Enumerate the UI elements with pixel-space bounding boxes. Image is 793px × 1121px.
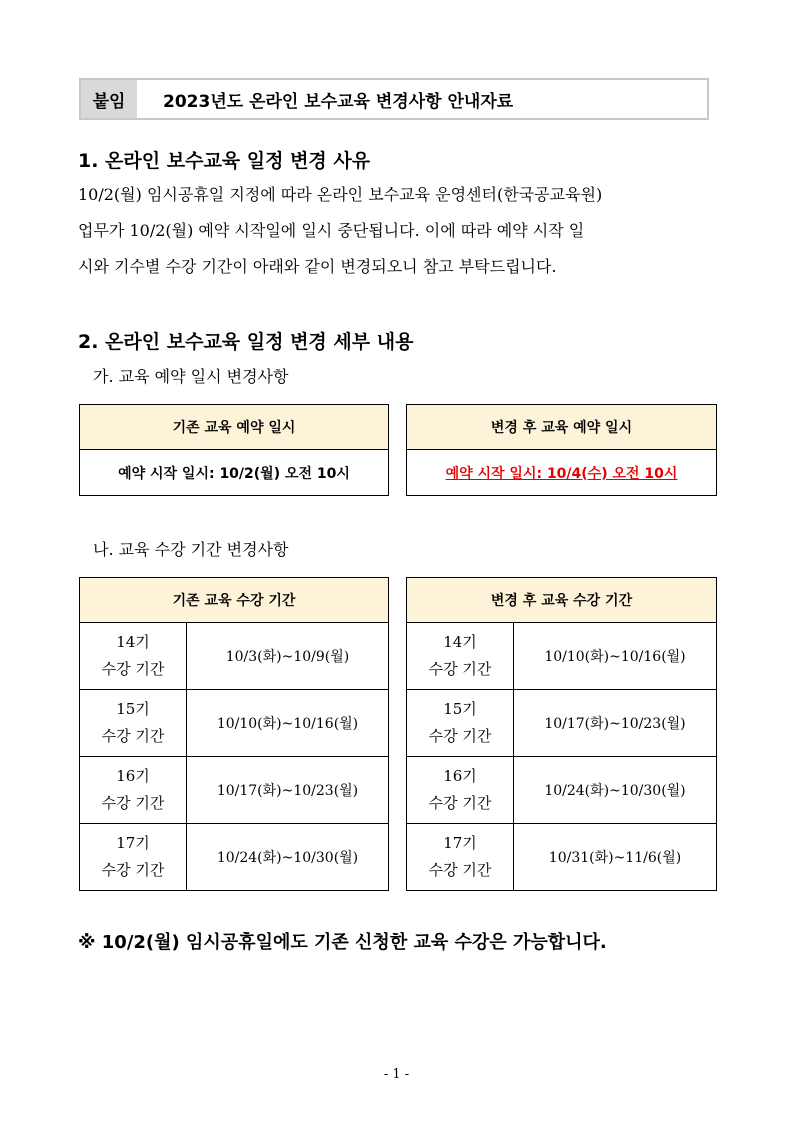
table-row	[407, 690, 717, 757]
document-title: 2023년도 온라인 보수교육 변경사항 안내자료	[163, 91, 514, 112]
period-label: 수강 기간	[101, 727, 165, 745]
date-range: 10/31(화)~11/6(월)	[514, 824, 717, 891]
reservation-before-header: 기존 교육 예약 일시	[80, 405, 389, 450]
date-range: 10/24(화)~10/30(월)	[514, 757, 717, 824]
reservation-after-header: 변경 후 교육 예약 일시	[407, 405, 717, 450]
reservation-after-table	[406, 404, 717, 496]
period-label: 수강 기간	[101, 660, 165, 678]
period-label: 수강 기간	[101, 861, 165, 879]
date-range: 10/3(화)~10/9(월)	[187, 623, 389, 690]
reservation-after-value	[407, 450, 717, 496]
term-cell	[80, 824, 187, 891]
term-cell	[407, 690, 514, 757]
periods-after-table	[406, 577, 717, 891]
date-range: 10/17(화)~10/23(월)	[187, 757, 389, 824]
period-label: 수강 기간	[428, 660, 492, 678]
date-range: 10/10(화)~10/16(월)	[187, 690, 389, 757]
section2-title: 2. 온라인 보수교육 일정 변경 세부 내용	[78, 331, 414, 353]
reservation-before-table	[79, 404, 389, 496]
reservation-before-value: 예약 시작 일시: 10/2(월) 오전 10시	[80, 450, 389, 496]
periods-before-header: 기존 교육 수강 기간	[80, 578, 389, 623]
term-cell	[407, 623, 514, 690]
table-row	[80, 824, 389, 891]
table-row	[80, 690, 389, 757]
attachment-tag: 붙임	[81, 80, 137, 118]
term-cell	[80, 623, 187, 690]
term-label: 15기	[116, 700, 150, 718]
periods-before-table	[79, 577, 389, 891]
table-row	[407, 824, 717, 891]
section1-title: 1. 온라인 보수교육 일정 변경 사유	[78, 150, 371, 172]
date-range: 10/10(화)~10/16(월)	[514, 623, 717, 690]
section1-paragraph	[78, 177, 718, 285]
section1-line: 업무가 10/2(월) 예약 시작일에 일시 중단됩니다. 이에 따라 예약 시작 일	[78, 221, 585, 240]
table-row	[80, 623, 389, 690]
term-label: 17기	[443, 834, 477, 852]
reservation-after-text: 예약 시작 일시: 10/4(수) 오전 10시	[445, 465, 678, 482]
date-range: 10/17(화)~10/23(월)	[514, 690, 717, 757]
term-label: 16기	[443, 767, 477, 785]
table-row	[407, 623, 717, 690]
period-label: 수강 기간	[428, 727, 492, 745]
section1-line: 10/2(월) 임시공휴일 지정에 따라 온라인 보수교육 운영센터(한국공교육원)	[78, 185, 603, 204]
term-label: 17기	[116, 834, 150, 852]
table-row	[407, 757, 717, 824]
period-label: 수강 기간	[428, 861, 492, 879]
term-label: 15기	[443, 700, 477, 718]
periods-after-header: 변경 후 교육 수강 기간	[407, 578, 717, 623]
term-cell	[407, 757, 514, 824]
notice-text: ※ 10/2(월) 임시공휴일에도 기존 신청한 교육 수강은 가능합니다.	[78, 932, 607, 953]
subsection-a-title: 가. 교육 예약 일시 변경사항	[93, 367, 289, 386]
period-label: 수강 기간	[101, 794, 165, 812]
header-box	[79, 78, 709, 120]
term-cell	[80, 757, 187, 824]
page-number: - 1 -	[383, 1067, 410, 1082]
subsection-b-title: 나. 교육 수강 기간 변경사항	[93, 540, 289, 559]
term-label: 14기	[116, 633, 150, 651]
term-label: 16기	[116, 767, 150, 785]
date-range: 10/24(화)~10/30(월)	[187, 824, 389, 891]
section1-line: 시와 기수별 수강 기간이 아래와 같이 변경되오니 참고 부탁드립니다.	[78, 257, 557, 276]
term-cell	[80, 690, 187, 757]
term-label: 14기	[443, 633, 477, 651]
term-cell	[407, 824, 514, 891]
period-label: 수강 기간	[428, 794, 492, 812]
table-row	[80, 757, 389, 824]
